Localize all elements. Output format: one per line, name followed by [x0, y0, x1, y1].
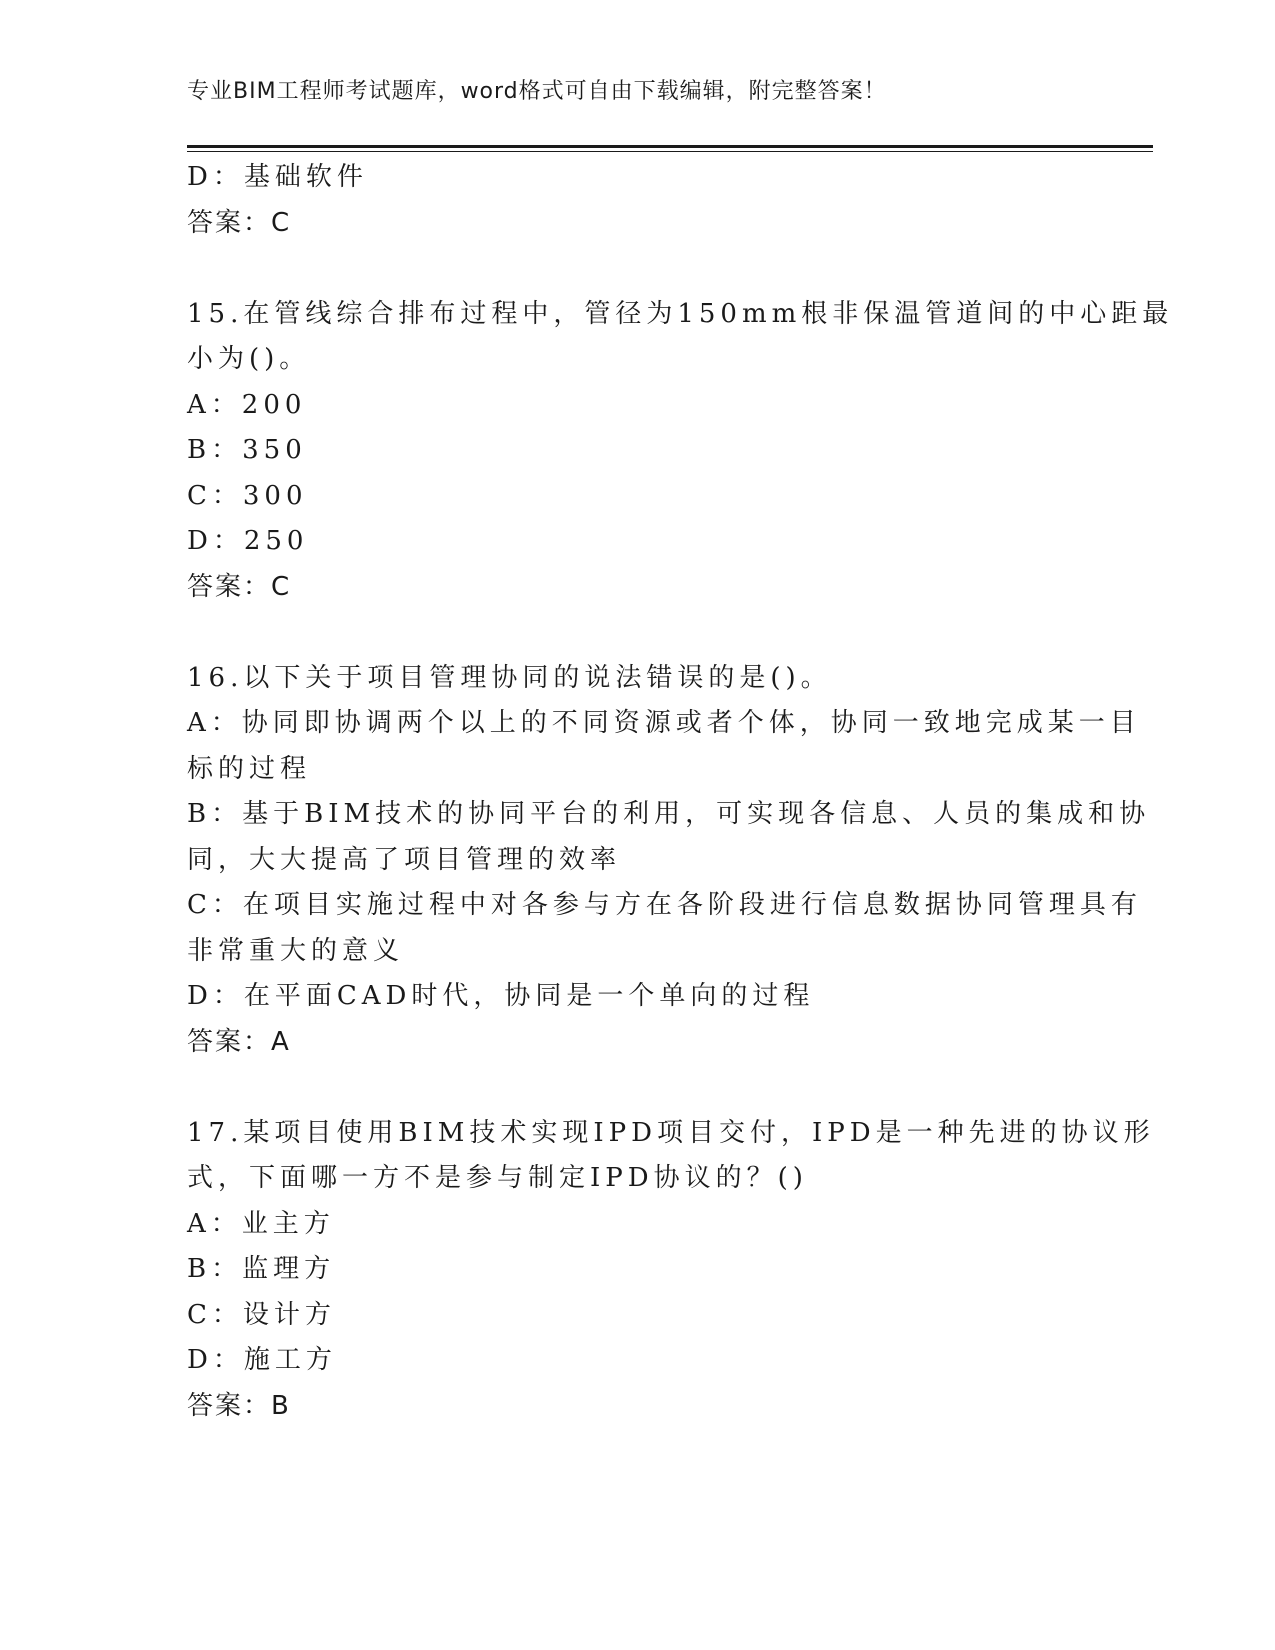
option-b: B：基于BIM技术的协同平台的利用，可实现各信息、人员的集成和协 — [187, 799, 1151, 829]
option-b: B：监理方 — [187, 1254, 336, 1284]
option-c: C：300 — [187, 480, 308, 511]
question-stem: 式，下面哪一方不是参与制定IPD协议的？() — [187, 1163, 808, 1193]
previous-question-tail — [187, 155, 1087, 246]
option-c: C：在项目实施过程中对各参与方在各阶段进行信息数据协同管理具有 — [187, 890, 1142, 920]
header-rule-thick — [187, 145, 1153, 148]
answer-line: 答案：C — [187, 571, 292, 602]
option-d: D：在平面CAD时代，协同是一个单向的过程 — [187, 981, 815, 1011]
option-a: A：200 — [187, 389, 307, 420]
answer-line: 答案：B — [187, 1390, 291, 1421]
question-content — [187, 155, 1174, 1429]
option-d: D：基础软件 — [187, 162, 368, 192]
option-a: A：协同即协调两个以上的不同资源或者个体，协同一致地完成某一目 — [187, 708, 1141, 738]
option-a: A：业主方 — [187, 1208, 335, 1239]
question-15 — [187, 292, 1174, 611]
option-d: D：250 — [187, 526, 309, 556]
option-c: C：设计方 — [187, 1299, 336, 1330]
option-b-continued: 同，大大提高了项目管理的效率 — [187, 844, 622, 875]
option-c-continued: 非常重大的意义 — [187, 935, 405, 966]
question-stem: 16.以下关于项目管理协同的说法错误的是()。 — [187, 662, 832, 693]
question-16 — [187, 656, 1151, 1066]
question-stem: 15.在管线综合排布过程中，管径为150mm根非保温管道间的中心距最 — [187, 298, 1174, 329]
question-stem: 小为()。 — [187, 344, 311, 374]
answer-line: 答案：A — [187, 1026, 291, 1057]
option-a-continued: 标的过程 — [187, 753, 312, 784]
question-17 — [187, 1111, 1155, 1430]
question-stem: 17.某项目使用BIM技术实现IPD项目交付，IPD是一种先进的协议形 — [187, 1117, 1155, 1148]
answer-line: 答案：C — [187, 207, 292, 238]
option-b: B：350 — [187, 435, 307, 465]
header-rule-thin — [187, 151, 1153, 152]
page-header: 专业BIM工程师考试题库，word格式可自由下载编辑，附完整答案！ — [187, 79, 887, 104]
option-d: D：施工方 — [187, 1345, 337, 1375]
